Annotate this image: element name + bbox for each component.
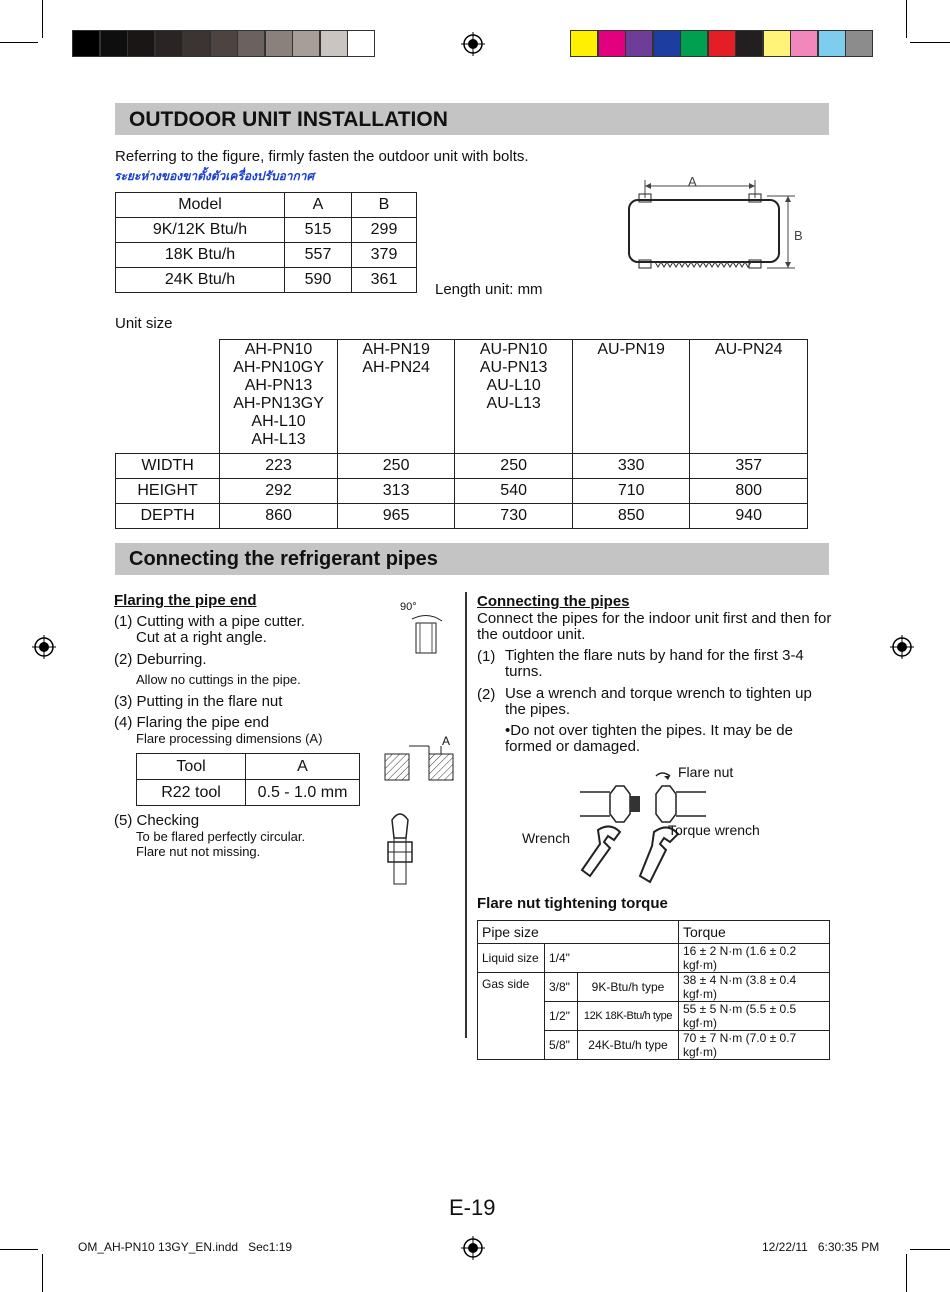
registration-mark-icon — [32, 635, 56, 659]
section-title-outdoor-unit: OUTDOOR UNIT INSTALLATION — [115, 103, 829, 135]
table-cell: R22 tool — [137, 780, 246, 806]
table-cell: 0.5 - 1.0 mm — [246, 780, 360, 806]
row-label: WIDTH — [116, 454, 220, 479]
a-dimension-label: A — [442, 734, 451, 748]
color-swatch — [708, 30, 736, 57]
table-row — [478, 973, 830, 1002]
table-cell: 250 — [455, 454, 573, 479]
model-name: AH-PN10 — [244, 341, 313, 358]
table-header: Tool — [137, 754, 246, 780]
table-cell: 12K 18K-Btu/h type — [578, 1002, 679, 1031]
grey-swatch — [155, 30, 183, 57]
table-header: A — [285, 193, 352, 218]
footer-file: OM_AH-PN10 13GY_EN.indd Sec1:19 — [78, 1240, 293, 1254]
step-1: (1) Cutting with a pipe cutter. — [114, 613, 305, 630]
table-row — [478, 944, 830, 973]
model-name: AH-PN19 — [362, 341, 430, 358]
step-5-note-2: Flare nut not missing. — [136, 844, 261, 859]
step-1b: Cut at a right angle. — [136, 629, 267, 646]
grey-swatch — [265, 30, 293, 57]
model-name: AU-PN19 — [597, 341, 665, 358]
table-cell: 292 — [220, 479, 338, 504]
grey-swatch — [182, 30, 210, 57]
crop-mark — [910, 1249, 950, 1250]
crop-mark — [906, 1254, 907, 1292]
color-swatch — [680, 30, 708, 57]
dimension-table — [115, 192, 417, 293]
grey-swatch — [292, 30, 320, 57]
table-cell: Liquid size — [478, 944, 545, 973]
table-cell: 357 — [690, 454, 808, 479]
table-cell: 55 ± 5 N·m (5.5 ± 0.5 kgf·m) — [679, 1002, 830, 1031]
thai-note: ระยะห่างของขาตั้งตัวเครื่องปรับอากาศ — [114, 169, 315, 183]
step-5-note-1: To be flared perfectly circular. — [136, 829, 306, 844]
intro-text: Referring to the figure, firmly fasten the outdoor unit with bolts. — [115, 148, 529, 165]
model-name: AH-L10 — [251, 413, 306, 430]
table-cell: 38 ± 4 N·m (3.8 ± 0.4 kgf·m) — [679, 973, 830, 1002]
table-cell: 361 — [352, 268, 417, 293]
column-divider — [465, 592, 467, 1038]
torque-heading: Flare nut tightening torque — [477, 895, 668, 912]
table-cell: Gas side — [478, 973, 545, 1060]
color-swatch — [598, 30, 626, 57]
table-cell: 800 — [690, 479, 808, 504]
table-cell: 313 — [337, 479, 455, 504]
item-2: Use a wrench and torque wrench to tighten up the pipes. — [505, 685, 812, 718]
angle-label: 90° — [400, 601, 417, 613]
table-cell: 730 — [455, 504, 573, 529]
table-cell: 965 — [337, 504, 455, 529]
grey-swatch — [210, 30, 238, 57]
model-name: AU-PN13 — [479, 359, 548, 376]
table-header: B — [352, 193, 417, 218]
step-4-note: Flare processing dimensions (A) — [136, 731, 323, 746]
table-cell: 3/8" — [545, 973, 578, 1002]
step-5: (5) Checking — [114, 812, 200, 829]
step-3: (3) Putting in the flare nut — [114, 693, 283, 710]
empty-cell — [116, 340, 220, 454]
model-header — [455, 340, 573, 454]
color-swatch — [653, 30, 681, 57]
table-header: A — [246, 754, 360, 780]
table-cell: 379 — [352, 243, 417, 268]
heading-flaring: Flaring the pipe end — [114, 592, 257, 609]
table-cell: 299 — [352, 218, 417, 243]
table-cell: 24K Btu/h — [116, 268, 285, 293]
table-cell: 850 — [572, 504, 690, 529]
model-name: AU-L13 — [486, 395, 541, 412]
footer-date: 12/22/11 6:30:35 PM — [762, 1240, 880, 1254]
table-cell: 557 — [285, 243, 352, 268]
registration-mark-icon — [461, 1236, 485, 1260]
model-header — [220, 340, 338, 454]
table-cell: 1/4" — [545, 944, 679, 973]
pipe-cut-icon — [400, 605, 450, 655]
crop-mark — [0, 42, 38, 43]
flare-dimension-icon — [383, 742, 455, 784]
color-swatch — [790, 30, 818, 57]
torque-table — [477, 920, 830, 1060]
table-row — [137, 780, 360, 806]
table-header-row — [478, 921, 830, 944]
unit-size-label: Unit size — [115, 315, 173, 332]
table-cell: 24K-Btu/h type — [578, 1031, 679, 1060]
color-swatch — [735, 30, 763, 57]
outdoor-unit-figure — [615, 172, 815, 277]
model-name: AU-PN24 — [714, 341, 783, 358]
crop-mark — [0, 1249, 38, 1250]
row-label: HEIGHT — [116, 479, 220, 504]
color-swatch — [763, 30, 791, 57]
step-2-note: Allow no cuttings in the pipe. — [136, 672, 301, 687]
table-header-row — [137, 754, 360, 780]
table-cell: 9K-Btu/h type — [578, 973, 679, 1002]
model-name: AH-PN13GY — [233, 395, 324, 412]
model-name: AH-L13 — [251, 431, 306, 448]
color-swatch — [818, 30, 846, 57]
label-flare-nut: Flare nut — [678, 764, 734, 780]
model-name: AU-L10 — [486, 377, 541, 394]
table-cell: 18K Btu/h — [116, 243, 285, 268]
tool-table — [136, 753, 360, 806]
table-cell: 710 — [572, 479, 690, 504]
crop-mark — [42, 1254, 43, 1292]
table-row — [116, 268, 417, 293]
table-cell: 1/2" — [545, 1002, 578, 1031]
table-cell: 540 — [455, 479, 573, 504]
step-4: (4) Flaring the pipe end — [114, 714, 270, 731]
table-cell: 16 ± 2 N·m (1.6 ± 0.2 kgf·m) — [679, 944, 830, 973]
table-row — [116, 504, 808, 529]
step-2: (2) Deburring. — [114, 651, 207, 668]
table-cell: 330 — [572, 454, 690, 479]
grey-swatch — [100, 30, 128, 57]
table-row — [116, 479, 808, 504]
model-header — [572, 340, 690, 454]
crop-mark — [906, 0, 907, 38]
color-swatch — [570, 30, 598, 57]
registration-mark-icon — [890, 635, 914, 659]
item-2-number: (2) — [477, 686, 496, 703]
model-name: AH-PN13 — [244, 377, 313, 394]
table-cell: 860 — [220, 504, 338, 529]
color-swatch — [845, 30, 873, 57]
table-header-row — [116, 340, 808, 454]
table-header: Torque — [679, 921, 830, 944]
unit-size-table — [115, 339, 808, 528]
label-torque-wrench: Torque wrench — [668, 822, 760, 838]
section-title-refrigerant-pipes: Connecting the refrigerant pipes — [115, 543, 829, 575]
row-label: DEPTH — [116, 504, 220, 529]
table-cell: 223 — [220, 454, 338, 479]
table-header: Pipe size — [478, 921, 679, 944]
table-row — [116, 218, 417, 243]
item-1-number: (1) — [477, 648, 496, 665]
table-header-row — [116, 193, 417, 218]
table-row — [116, 454, 808, 479]
model-header — [337, 340, 455, 454]
flare-nut-check-icon — [380, 808, 420, 886]
table-header: Model — [116, 193, 285, 218]
heading-connecting-pipes: Connecting the pipes — [477, 593, 630, 610]
table-cell: 940 — [690, 504, 808, 529]
figure-label-b: B — [794, 228, 803, 243]
table-cell: 5/8" — [545, 1031, 578, 1060]
length-unit-note: Length unit: mm — [435, 281, 543, 298]
table-row — [116, 243, 417, 268]
table-cell: 250 — [337, 454, 455, 479]
grey-swatch — [72, 30, 100, 57]
model-name: AU-PN10 — [479, 341, 548, 358]
grey-swatch — [320, 30, 348, 57]
grey-swatch — [127, 30, 155, 57]
label-wrench: Wrench — [522, 830, 570, 846]
grey-swatch — [237, 30, 265, 57]
figure-label-a: A — [688, 174, 697, 189]
crop-mark — [42, 0, 43, 38]
model-name: AH-PN24 — [362, 359, 430, 376]
table-cell: 590 — [285, 268, 352, 293]
table-cell: 515 — [285, 218, 352, 243]
crop-mark — [910, 42, 950, 43]
model-name: AH-PN10GY — [233, 359, 324, 376]
table-cell: 9K/12K Btu/h — [116, 218, 285, 243]
color-swatch — [625, 30, 653, 57]
page-number: E-19 — [449, 1195, 496, 1220]
model-header — [690, 340, 808, 454]
item-1: Tighten the flare nuts by hand for the first 3-4 turns. — [505, 647, 804, 680]
connect-intro: Connect the pipes for the indoor unit first and then for the outdoor unit. — [477, 610, 832, 643]
grey-swatch — [347, 30, 375, 57]
registration-mark-icon — [461, 32, 485, 56]
warning-bullet: •Do not over tighten the pipes. It may be de formed or damaged. — [505, 722, 793, 755]
table-cell: 70 ± 7 N·m (7.0 ± 0.7 kgf·m) — [679, 1031, 830, 1060]
